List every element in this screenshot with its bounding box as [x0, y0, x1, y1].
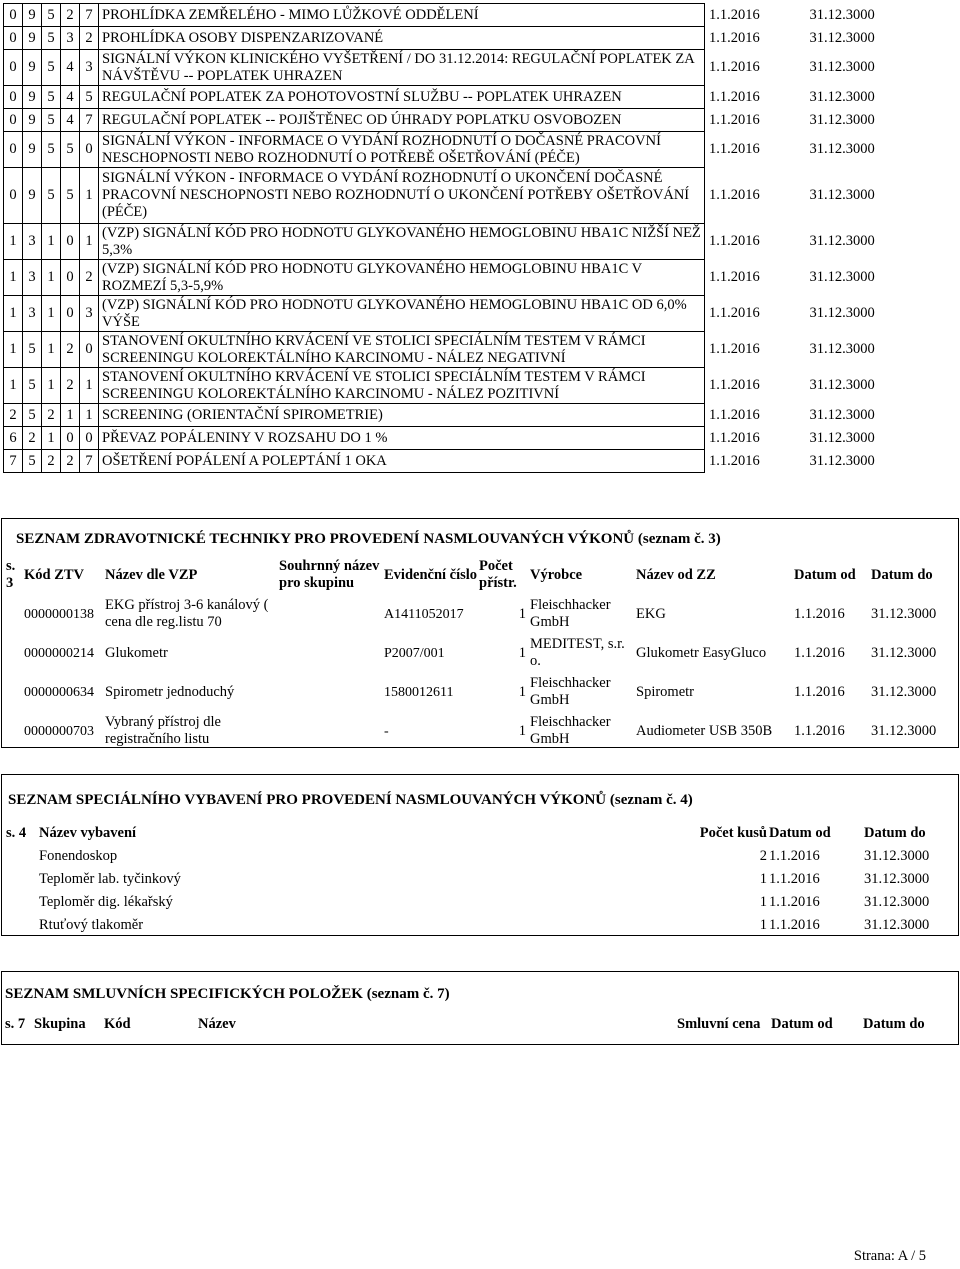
tech-cell-do: 31.12.3000 [871, 722, 937, 739]
code-row [4, 168, 928, 224]
equipment-row [6, 914, 952, 937]
code-digit: 1 [4, 260, 23, 296]
code-digit: 4 [61, 109, 80, 132]
equipment-row [6, 891, 952, 914]
equipment-cell-od: 1.1.2016 [769, 848, 820, 864]
code-digit: 5 [61, 132, 80, 168]
code-digit: 0 [4, 50, 23, 86]
code-digit: 0 [4, 168, 23, 224]
code-digit: 5 [23, 404, 42, 427]
code-digit: 5 [23, 332, 42, 368]
tech-cell-od: 1.1.2016 [794, 683, 845, 700]
code-name: (VZP) SIGNÁLNÍ KÓD PRO HODNOTU GLYKOVANÉHO HEMOGLOBINU HBA1C V ROZMEZÍ 5,3-5,9% [99, 260, 705, 296]
equipment-cell-od: 1.1.2016 [769, 871, 820, 887]
tech-cell-zz: Audiometer USB 350B [636, 722, 773, 739]
code-name: OŠETŘENÍ POPÁLENÍ A POLEPTÁNÍ 1 OKA [99, 450, 705, 473]
tech-cell-pocet: 1 [518, 644, 526, 661]
code-digit: 3 [80, 296, 99, 332]
tech-cell-evid: 1580012611 [384, 684, 454, 700]
th-vyrobce: Výrobce [530, 566, 583, 583]
code-digit: 5 [42, 50, 61, 86]
code-digit: 7 [80, 450, 99, 473]
code-row [4, 224, 928, 260]
code-digit: 3 [23, 224, 42, 260]
code-digit: 1 [4, 368, 23, 404]
th-skupina: Skupina [34, 1015, 86, 1032]
code-name: (VZP) SIGNÁLNÍ KÓD PRO HODNOTU GLYKOVANÉHO HEMOGLOBINU HBA1C NIŽŠÍ NEŽ 5,3% [99, 224, 705, 260]
code-digit: 5 [61, 168, 80, 224]
code-digit: 7 [80, 4, 99, 27]
code-date-to: 31.12.3000 [809, 233, 875, 249]
code-digit: 1 [42, 368, 61, 404]
code-name: SIGNÁLNÍ VÝKON - INFORMACE O VYDÁNÍ ROZHODNUTÍ O DOČASNÉ PRACOVNÍ NESCHOPNOSTI NEBO ROZHODNUTÍ O POTŘEBĚ OŠETŘOVÁNÍ (PÉČE) [99, 132, 705, 168]
code-date-from: 1.1.2016 [709, 111, 760, 128]
code-date-to: 31.12.3000 [809, 341, 875, 357]
tech-row [6, 673, 952, 711]
code-digit: 9 [23, 168, 42, 224]
code-date-from: 1.1.2016 [709, 406, 760, 423]
procedure-codes-table [3, 3, 928, 473]
code-digit: 7 [80, 109, 99, 132]
code-digit: 9 [23, 50, 42, 86]
code-date-to: 31.12.3000 [809, 6, 875, 23]
code-digit: 1 [4, 224, 23, 260]
tech-cell-kod: 0000000703 [24, 723, 94, 739]
th-nazev: Název dle VZP [105, 566, 198, 583]
code-digit: 0 [61, 427, 80, 450]
code-row [4, 132, 928, 168]
code-digit: 1 [61, 404, 80, 427]
code-digit: 3 [23, 260, 42, 296]
equipment-cell-s [6, 845, 39, 868]
code-digit: 0 [61, 224, 80, 260]
code-digit: 1 [42, 427, 61, 450]
code-date-from: 1.1.2016 [709, 305, 760, 321]
code-digit: 1 [80, 368, 99, 404]
code-digit: 2 [80, 27, 99, 50]
code-digit: 3 [61, 27, 80, 50]
code-date-from: 1.1.2016 [709, 88, 760, 105]
code-digit: 0 [4, 27, 23, 50]
code-digit: 1 [42, 260, 61, 296]
equipment-cell-do: 31.12.3000 [864, 871, 930, 887]
tech-section [1, 518, 959, 748]
code-date-from: 1.1.2016 [709, 341, 760, 357]
code-name: PŘEVAZ POPÁLENINY V ROZSAHU DO 1 % [99, 427, 705, 450]
code-digit: 0 [80, 132, 99, 168]
code-date-from: 1.1.2016 [709, 6, 760, 23]
th-kod7: Kód [104, 1015, 131, 1032]
tech-cell-do: 31.12.3000 [871, 605, 937, 622]
th-s7: s. 7 [5, 1015, 26, 1032]
code-digit: 5 [42, 109, 61, 132]
code-digit: 2 [61, 4, 80, 27]
code-digit: 5 [42, 132, 61, 168]
tech-cell-kod: 0000000214 [24, 645, 94, 661]
equipment-cell-s [6, 914, 39, 937]
code-digit: 2 [23, 427, 42, 450]
code-date-to: 31.12.3000 [809, 452, 875, 469]
code-digit: 1 [4, 296, 23, 332]
code-row [4, 450, 928, 473]
code-date-to: 31.12.3000 [809, 59, 875, 75]
th-cena: Smluvní cena [677, 1015, 761, 1032]
th-s4: s. 4 [6, 824, 27, 841]
code-date-to: 31.12.3000 [809, 111, 875, 128]
tech-cell-od: 1.1.2016 [794, 605, 845, 622]
equipment-section [1, 774, 959, 936]
equipment-table [6, 821, 952, 937]
code-digit: 9 [23, 109, 42, 132]
tech-table [6, 555, 952, 751]
code-row [4, 27, 928, 50]
tech-cell-zz: Glukometr EasyGluco [636, 644, 767, 661]
tech-cell-do: 31.12.3000 [871, 683, 937, 700]
tech-cell-pocet: 1 [518, 683, 526, 700]
th-zz: Název od ZZ [636, 566, 716, 583]
code-digit: 1 [42, 332, 61, 368]
code-digit: 1 [80, 404, 99, 427]
tech-cell-evid: - [384, 723, 389, 739]
equipment-header-row [6, 821, 952, 845]
code-digit: 0 [4, 132, 23, 168]
specific-items-header-row [5, 1012, 953, 1036]
tech-cell-pocet: 1 [518, 605, 526, 622]
code-digit: 0 [80, 332, 99, 368]
tech-cell-kod: 0000000634 [24, 684, 94, 700]
tech-cell-do: 31.12.3000 [871, 644, 937, 661]
code-digit: 5 [23, 368, 42, 404]
code-date-to: 31.12.3000 [809, 406, 875, 423]
tech-row [6, 633, 952, 673]
code-date-from: 1.1.2016 [709, 452, 760, 469]
code-date-from: 1.1.2016 [709, 141, 760, 157]
code-row [4, 109, 928, 132]
equipment-cell-do: 31.12.3000 [864, 917, 930, 933]
code-date-from: 1.1.2016 [709, 269, 760, 285]
code-digit: 0 [61, 296, 80, 332]
th-nazev-vybaveni: Název vybavení [39, 824, 137, 841]
code-digit: 9 [23, 132, 42, 168]
code-digit: 2 [4, 404, 23, 427]
code-digit: 0 [80, 427, 99, 450]
equipment-cell-od: 1.1.2016 [769, 894, 820, 910]
tech-cell-souhrnny [279, 673, 384, 711]
equipment-cell-od: 1.1.2016 [769, 917, 820, 933]
code-digit: 2 [42, 450, 61, 473]
tech-cell-vyrobce: Fleischhacker GmbH [530, 675, 611, 708]
code-row [4, 260, 928, 296]
tech-cell-nazev: Vybraný přístroj dle registračního listu [105, 714, 221, 747]
code-row [4, 368, 928, 404]
code-row [4, 4, 928, 27]
code-digit: 2 [61, 332, 80, 368]
code-name: REGULAČNÍ POPLATEK ZA POHOTOVOSTNÍ SLUŽBU -- POPLATEK UHRAZEN [99, 86, 705, 109]
code-digit: 6 [4, 427, 23, 450]
equipment-cell-pocet: 1 [759, 894, 767, 910]
code-digit: 5 [80, 86, 99, 109]
tech-cell-nazev: EKG přístroj 3-6 kanálový ( cena dle reg.listu 70 [105, 597, 269, 630]
equipment-cell-pocet: 1 [759, 871, 767, 887]
equipment-row [6, 845, 952, 868]
code-digit: 5 [42, 4, 61, 27]
equipment-cell-nazev: Teploměr dig. lékařský [39, 894, 173, 910]
tech-cell-s [6, 673, 22, 711]
code-digit: 9 [23, 4, 42, 27]
code-date-to: 31.12.3000 [809, 269, 875, 285]
tech-cell-nazev: Spirometr jednoduchý [105, 683, 235, 700]
th-pocet-kusu: Počet kusů [699, 824, 767, 841]
equipment-cell-nazev: Rtuťový tlakoměr [39, 917, 144, 933]
code-digit: 1 [80, 168, 99, 224]
code-date-to: 31.12.3000 [809, 429, 875, 446]
tech-cell-vyrobce: Fleischhacker GmbH [530, 597, 611, 630]
th-s: s. 3 [6, 558, 16, 591]
tech-cell-zz: Spirometr [636, 683, 694, 700]
code-digit: 0 [4, 4, 23, 27]
th-od4: Datum od [769, 824, 831, 841]
code-name: STANOVENÍ OKULTNÍHO KRVÁCENÍ VE STOLICI SPECIÁLNÍM TESTEM V RÁMCI SCREENINGU KOLOREKTÁLNÍHO KARCINOMU - NÁLEZ NEGATIVNÍ [99, 332, 705, 368]
code-name: SIGNÁLNÍ VÝKON KLINICKÉHO VYŠETŘENÍ / DO 31.12.2014: REGULAČNÍ POPLATEK ZA NÁVŠTĚVU -- POPLATEK UHRAZEN [99, 50, 705, 86]
code-digit: 5 [42, 86, 61, 109]
code-digit: 2 [42, 404, 61, 427]
code-row [4, 50, 928, 86]
code-date-from: 1.1.2016 [709, 29, 760, 46]
tech-row [6, 711, 952, 751]
code-name: SCREENING (ORIENTAČNÍ SPIROMETRIE) [99, 404, 705, 427]
tech-cell-vyrobce: Fleischhacker GmbH [530, 714, 611, 747]
equipment-cell-s [6, 891, 39, 914]
code-digit: 2 [61, 368, 80, 404]
equipment-cell-nazev: Teploměr lab. tyčinkový [39, 871, 181, 887]
th-od7: Datum od [771, 1015, 833, 1032]
tech-section-title: SEZNAM ZDRAVOTNICKÉ TECHNIKY PRO PROVEDENÍ NASMLOUVANÝCH VÝKONŮ (seznam č. 3) [16, 531, 721, 547]
code-digit: 5 [23, 450, 42, 473]
code-date-to: 31.12.3000 [809, 88, 875, 105]
th-souhrnny: Souhrnný název pro skupinu [279, 558, 380, 591]
equipment-cell-do: 31.12.3000 [864, 848, 930, 864]
tech-cell-s [6, 595, 22, 633]
tech-cell-evid: A1411052017 [384, 606, 464, 622]
tech-cell-od: 1.1.2016 [794, 644, 845, 661]
code-digit: 0 [61, 260, 80, 296]
code-date-from: 1.1.2016 [709, 187, 760, 203]
equipment-cell-nazev: Fonendoskop [39, 848, 118, 864]
code-digit: 7 [4, 450, 23, 473]
tech-cell-od: 1.1.2016 [794, 722, 845, 739]
equipment-cell-pocet: 1 [759, 917, 767, 933]
equipment-section-title: SEZNAM SPECIÁLNÍHO VYBAVENÍ PRO PROVEDENÍ NASMLOUVANÝCH VÝKONŮ (seznam č. 4) [8, 792, 693, 808]
tech-cell-evid: P2007/001 [384, 645, 445, 661]
code-row [4, 86, 928, 109]
equipment-cell-do: 31.12.3000 [864, 894, 930, 910]
code-digit: 1 [4, 332, 23, 368]
code-date-to: 31.12.3000 [809, 187, 875, 203]
code-digit: 3 [80, 50, 99, 86]
code-date-to: 31.12.3000 [809, 305, 875, 321]
tech-row [6, 595, 952, 633]
code-date-to: 31.12.3000 [809, 377, 875, 393]
th-do: Datum do [871, 566, 933, 583]
code-digit: 3 [23, 296, 42, 332]
tech-cell-souhrnny [279, 595, 384, 633]
tech-cell-vyrobce: MEDITEST, s.r. o. [530, 636, 625, 669]
code-row [4, 332, 928, 368]
tech-cell-s [6, 633, 22, 673]
code-date-from: 1.1.2016 [709, 233, 760, 249]
tech-cell-zz: EKG [636, 605, 666, 622]
code-digit: 5 [42, 27, 61, 50]
equipment-cell-pocet: 2 [759, 848, 767, 864]
code-digit: 1 [42, 224, 61, 260]
tech-header-row [6, 555, 952, 595]
code-digit: 1 [42, 296, 61, 332]
tech-cell-pocet: 1 [518, 722, 526, 739]
code-date-from: 1.1.2016 [709, 377, 760, 393]
code-digit: 9 [23, 86, 42, 109]
code-digit: 2 [80, 260, 99, 296]
page-number: Strana: A / 5 [853, 1248, 926, 1264]
th-do4: Datum do [864, 824, 926, 841]
tech-cell-souhrnny [279, 633, 384, 673]
code-date-to: 31.12.3000 [809, 29, 875, 46]
code-name: STANOVENÍ OKULTNÍHO KRVÁCENÍ VE STOLICI SPECIÁLNÍM TESTEM V RÁMCI SCREENINGU KOLOREKTÁLNÍHO KARCINOMU - NÁLEZ POZITIVNÍ [99, 368, 705, 404]
th-pocet: Počet přístr. [479, 558, 517, 591]
code-digit: 4 [61, 86, 80, 109]
code-digit: 2 [61, 450, 80, 473]
code-digit: 0 [4, 86, 23, 109]
code-digit: 9 [23, 27, 42, 50]
tech-cell-s [6, 711, 22, 751]
code-name: REGULAČNÍ POPLATEK -- POJIŠTĚNEC OD ÚHRADY POPLATKU OSVOBOZEN [99, 109, 705, 132]
code-name: PROHLÍDKA OSOBY DISPENZARIZOVANÉ [99, 27, 705, 50]
equipment-row [6, 868, 952, 891]
code-digit: 4 [61, 50, 80, 86]
specific-items-table [5, 1012, 953, 1036]
code-row [4, 427, 928, 450]
th-kod: Kód ZTV [24, 566, 85, 583]
th-nazev7: Název [198, 1015, 236, 1032]
code-row [4, 296, 928, 332]
tech-cell-nazev: Glukometr [105, 644, 168, 661]
code-date-to: 31.12.3000 [809, 141, 875, 157]
code-digit: 1 [80, 224, 99, 260]
specific-items-section [1, 971, 959, 1045]
code-digit: 0 [4, 109, 23, 132]
code-name: (VZP) SIGNÁLNÍ KÓD PRO HODNOTU GLYKOVANÉHO HEMOGLOBINU HBA1C OD 6,0% VÝŠE [99, 296, 705, 332]
tech-cell-kod: 0000000138 [24, 606, 94, 622]
specific-items-title: SEZNAM SMLUVNÍCH SPECIFICKÝCH POLOŽEK (seznam č. 7) [5, 986, 450, 1002]
code-digit: 5 [42, 168, 61, 224]
code-name: PROHLÍDKA ZEMŘELÉHO - MIMO LŮŽKOVÉ ODDĚLENÍ [99, 4, 705, 27]
th-do7: Datum do [863, 1015, 925, 1032]
th-od: Datum od [794, 566, 856, 583]
th-evid: Evidenční číslo [384, 566, 478, 583]
tech-cell-souhrnny [279, 711, 384, 751]
code-row [4, 404, 928, 427]
code-name: SIGNÁLNÍ VÝKON - INFORMACE O VYDÁNÍ ROZHODNUTÍ O UKONČENÍ DOČASNÉ PRACOVNÍ NESCHOPNOSTI NEBO ROZHODNUTÍ O UKONČENÍ POTŘEBY OŠETŘOVÁNÍ (PÉČE) [99, 168, 705, 224]
equipment-cell-s [6, 868, 39, 891]
code-date-from: 1.1.2016 [709, 429, 760, 446]
code-date-from: 1.1.2016 [709, 59, 760, 75]
